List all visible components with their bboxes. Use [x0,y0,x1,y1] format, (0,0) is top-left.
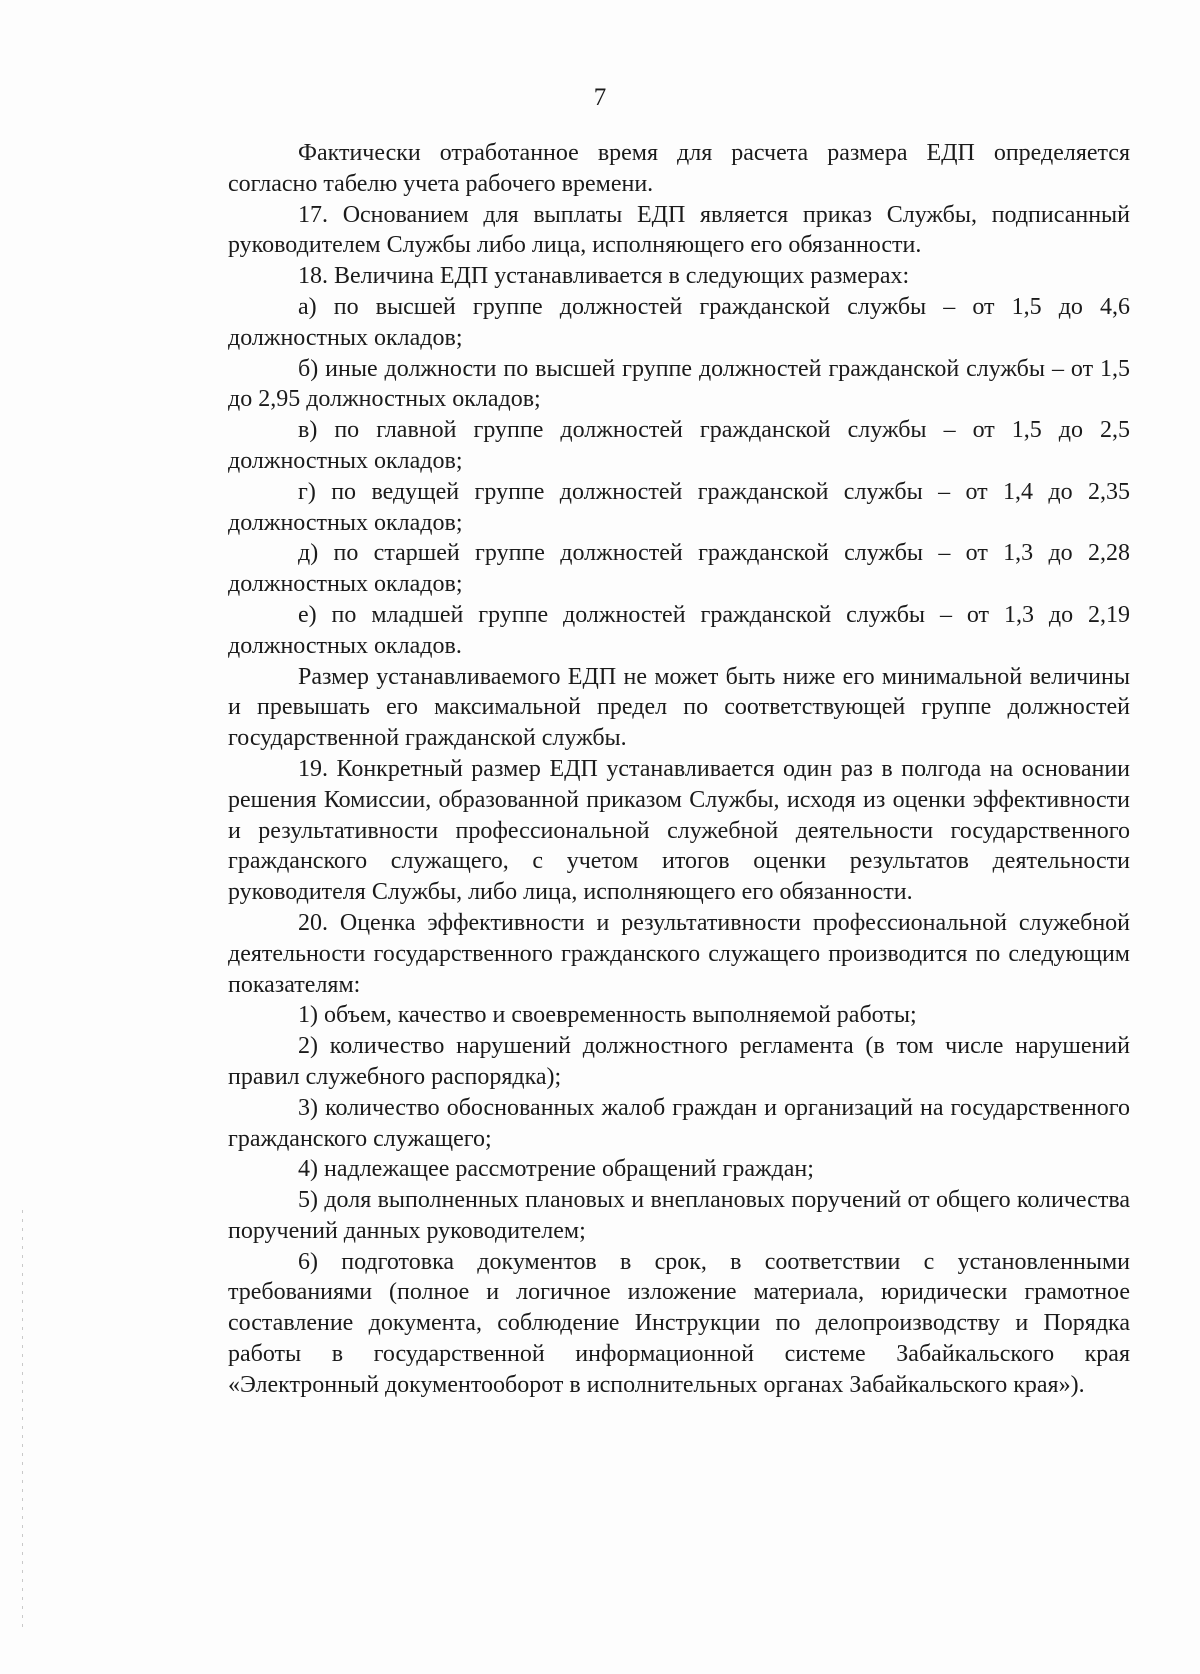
list-item-g: г) по ведущей группе должностей гражданской службы – от 1,4 до 2,35 должностных окладов; [228,478,1130,536]
paragraph-20: 20. Оценка эффективности и результативности профессиональной служебной деятельности государственного гражданского служащего производится по следующим показателям: [228,909,1130,998]
list-item-d: д) по старшей группе должностей гражданской службы – от 1,3 до 2,28 должностных окладов; [228,540,1130,598]
paragraph-18: 18. Величина ЕДП устанавливается в следующих размерах: [298,263,910,290]
list-item-5: 5) доля выполненных плановых и внеплановых поручений от общего количества поручений данных руководителем; [228,1187,1130,1244]
list-item-6: 6) подготовка документов в срок, в соответствии с установленными требованиями (полное и логичное изложение материала, юридически грамотное составление документа, соблюдение Инструкции по делопроизводству и Порядка работы в государственной информационной системе Забайкальского края «Электронный документооборот в исполнительных органах Забайкальского края»). [228,1248,1130,1398]
document-body [228,138,1130,1401]
page-number: 7 [593,84,607,111]
list-item-b: б) иные должности по высшей группе должностей гражданской службы – от 1,5 до 2,95 должностных окладов; [228,355,1130,413]
list-item-2: 2) количество нарушений должностного регламента (в том числе нарушений правил служебного распорядка); [228,1033,1130,1090]
list-item-4: 4) надлежащее рассмотрение обращений граждан; [298,1156,814,1183]
list-item-3: 3) количество обоснованных жалоб граждан и организаций на государственного гражданского служащего; [228,1094,1130,1152]
paragraph-size-limits: Размер устанавливаемого ЕДП не может быть ниже его минимальной величины и превышать его максимальной предел по соответствующей группе должностей государственной гражданской службы. [228,663,1130,752]
paragraph-17: 17. Основанием для выплаты ЕДП является приказ Службы, подписанный руководителем Службы либо лица, исполняющего его обязанности. [228,201,1130,259]
paragraph-19: 19. Конкретный размер ЕДП устанавливается один раз в полгода на основании решения Комиссии, образованной приказом Службы, исходя из оценки эффективности и результативности профессиональной служебной деятельности государственного гражданского служащего, с учетом итогов оценки результатов деятельности руководителя Службы, либо лица, исполняющего его обязанности. [228,755,1130,906]
list-item-1: 1) объем, качество и своевременность выполняемой работы; [298,1002,917,1029]
scan-edge-mark [22,1210,23,1630]
list-item-a: а) по высшей группе должностей гражданской службы – от 1,5 до 4,6 должностных окладов; [228,293,1130,351]
list-item-v: в) по главной группе должностей гражданской службы – от 1,5 до 2,5 должностных окладов; [228,417,1130,474]
paragraph-worked-time: Фактически отработанное время для расчета размера ЕДП определяется согласно табелю учета рабочего времени. [228,140,1130,197]
list-item-e: е) по младшей группе должностей гражданской службы – от 1,3 до 2,19 должностных окладов. [228,601,1130,659]
